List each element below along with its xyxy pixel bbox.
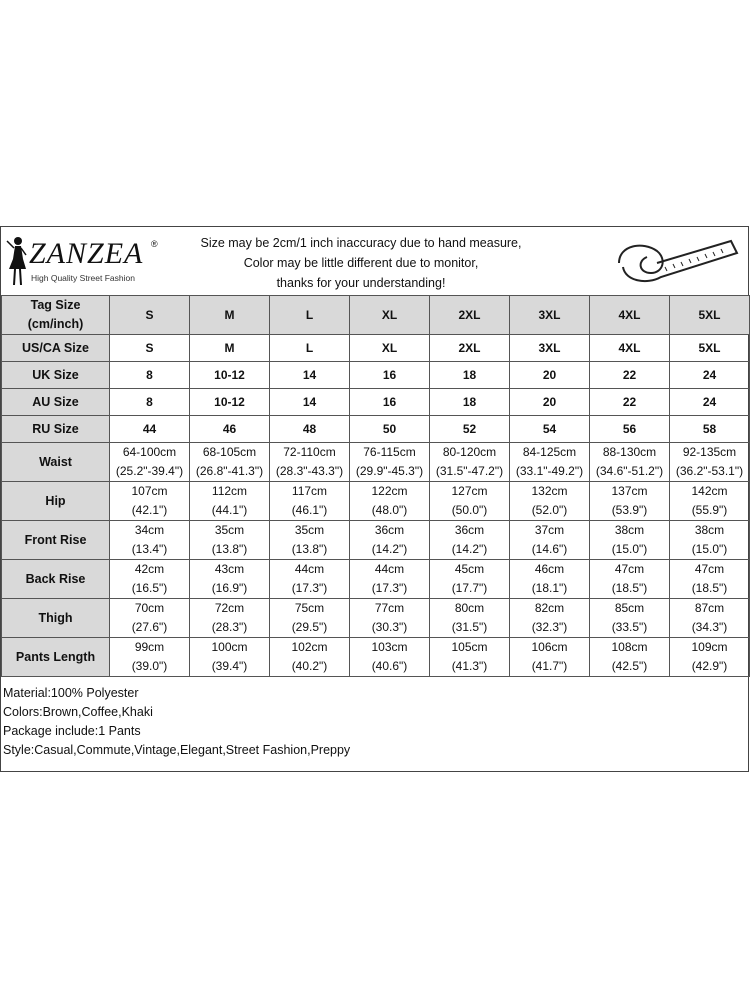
table-cell [270,482,350,521]
table-cell [350,521,430,560]
table-row [2,482,750,521]
table-row [2,443,750,482]
table-cell [190,335,270,362]
cell-value: 72-110cm [283,445,336,459]
cell-value: 137cm [611,484,648,498]
cell-value: (34.6"-51.2") [595,464,664,478]
cell-value: 38cm [614,523,645,537]
cell-value: 48 [302,421,317,436]
cell-value: (30.3") [371,620,408,634]
table-cell [190,416,270,443]
cell-value: (33.5") [611,620,648,634]
cell-value: 24 [702,367,717,382]
table-cell [430,389,510,416]
cell-value: 50 [382,421,397,436]
row-label: Thigh [2,599,110,638]
cell-value: 42cm [134,562,165,576]
table-cell [350,362,430,389]
cell-value: 80cm [454,601,485,615]
table-cell [430,335,510,362]
cell-value: (28.3"-43.3") [275,464,344,478]
cell-value: 47cm [614,562,645,576]
cell-value: 77cm [374,601,405,615]
cell-value: 18 [462,367,477,382]
table-cell [270,521,350,560]
cell-value: (14.2") [451,542,488,556]
table-cell [110,482,190,521]
row-label: RU Size [2,416,110,443]
cell-value: 20 [542,394,557,409]
tag-size-header: Tag Size (cm/inch) [2,296,110,335]
table-cell [190,482,270,521]
cell-value: (42.5") [611,659,648,673]
tag-size-cell: M [190,296,270,335]
table-cell [670,443,750,482]
cell-value: (46.1") [291,503,328,517]
table-cell [670,482,750,521]
cell-value: L [305,340,314,355]
cell-value: (17.7") [451,581,488,595]
row-label: UK Size [2,362,110,389]
table-cell [670,416,750,443]
table-cell [350,482,430,521]
cell-value: 10-12 [214,394,245,409]
cell-value: (52.0") [531,503,568,517]
chart-header [1,227,748,296]
cell-value: (40.6") [371,659,408,673]
table-cell [430,638,510,677]
tag-size-cell: 2XL [430,296,510,335]
cell-value: 107cm [131,484,168,498]
cell-value: 22 [622,367,637,382]
cell-value: 5XL [698,340,721,355]
cell-value: 3XL [538,340,561,355]
table-row [2,362,750,389]
cell-value: 70cm [134,601,165,615]
cell-value: 103cm [371,640,408,654]
cell-value: 92-135cm [682,445,737,459]
cell-value: 44cm [294,562,325,576]
row-label: AU Size [2,389,110,416]
package-text: Package include:1 Pants [3,724,141,738]
cell-value: 14 [302,367,317,382]
table-cell [510,335,590,362]
table-cell [510,389,590,416]
table-cell [270,416,350,443]
cell-value: 44 [142,421,157,436]
table-cell [510,638,590,677]
table-cell [270,560,350,599]
table-cell [350,443,430,482]
style-text: Style:Casual,Commute,Vintage,Elegant,Street Fashion,Preppy [3,743,351,757]
table-row [2,416,750,443]
cell-value: 35cm [214,523,245,537]
cell-value: (44.1") [211,503,248,517]
product-details [3,684,350,760]
cell-value: (34.3") [691,620,728,634]
cell-value: (14.2") [371,542,408,556]
table-row [2,521,750,560]
table-cell [350,416,430,443]
cell-value: (40.2") [291,659,328,673]
cell-value: (17.3") [291,581,328,595]
table-cell [510,362,590,389]
table-cell [670,389,750,416]
cell-value: (14.6") [531,542,568,556]
brand-logo [5,233,165,291]
tag-size-cell: XL [350,296,430,335]
table-cell [430,521,510,560]
cell-value: 99cm [134,640,165,654]
cell-value: 68-105cm [202,445,257,459]
table-cell [510,482,590,521]
cell-value: (55.9") [691,503,728,517]
measuring-tape-icon [613,233,741,291]
table-cell [110,416,190,443]
size-chart [0,226,749,772]
cell-value: 16 [382,367,397,382]
table-row [2,599,750,638]
table-cell [110,389,190,416]
table-cell [190,443,270,482]
woman-silhouette-icon [5,233,29,289]
table-cell [590,638,670,677]
table-cell [670,521,750,560]
cell-value: (18.1") [531,581,568,595]
cell-value: 10-12 [214,367,245,382]
cell-value: 18 [462,394,477,409]
cell-value: 45cm [454,562,485,576]
cell-value: (41.7") [531,659,568,673]
cell-value: 16 [382,394,397,409]
table-cell [590,521,670,560]
table-row [2,335,750,362]
table-row [2,638,750,677]
cell-value: (28.3") [211,620,248,634]
registered-mark: ® [151,239,158,249]
table-cell [590,416,670,443]
table-cell [510,599,590,638]
table-cell [270,389,350,416]
row-label: Waist [2,443,110,482]
cell-value: (16.9") [211,581,248,595]
table-cell [590,443,670,482]
notice-line: Color may be little different due to monitor, [243,256,479,270]
cell-value: (29.9"-45.3") [355,464,424,478]
cell-value: 82cm [534,601,565,615]
cell-value: 36cm [374,523,405,537]
cell-value: 2XL [458,340,481,355]
cell-value: 8 [146,394,153,409]
table-cell [590,599,670,638]
notice-line: Size may be 2cm/1 inch inaccuracy due to hand measure, [200,236,522,250]
cell-value: 22 [622,394,637,409]
cell-value: 54 [542,421,557,436]
table-cell [190,521,270,560]
table-cell [510,443,590,482]
tag-size-cell: L [270,296,350,335]
cell-value: (39.0") [131,659,168,673]
tag-size-cell: 3XL [510,296,590,335]
colors-text: Colors:Brown,Coffee,Khaki [3,705,153,719]
table-cell [590,362,670,389]
table-cell [430,443,510,482]
cell-value: (13.4") [131,542,168,556]
cell-value: 100cm [211,640,248,654]
cell-value: 109cm [691,640,728,654]
cell-value: 46 [222,421,237,436]
row-label: US/CA Size [2,335,110,362]
cell-value: 8 [146,367,153,382]
row-label: Back Rise [2,560,110,599]
cell-value: (31.5") [451,620,488,634]
cell-value: 38cm [694,523,725,537]
table-cell [590,389,670,416]
table-cell [590,560,670,599]
brand-tagline: High Quality Street Fashion [31,273,135,283]
cell-value: 105cm [451,640,488,654]
cell-value: 24 [702,394,717,409]
cell-value: 75cm [294,601,325,615]
cell-value: 117cm [291,484,328,498]
cell-value: 36cm [454,523,485,537]
cell-value: 46cm [534,562,565,576]
table-cell [110,335,190,362]
cell-value: 34cm [134,523,165,537]
cell-value: 80-120cm [442,445,497,459]
cell-value: (36.2"-53.1") [675,464,744,478]
cell-value: 76-115cm [363,445,416,459]
table-cell [110,362,190,389]
table-cell [270,443,350,482]
table-cell [190,389,270,416]
cell-value: 37cm [534,523,565,537]
row-label: Hip [2,482,110,521]
cell-value: 44cm [374,562,405,576]
cell-value: (32.3") [531,620,568,634]
cell-value: (18.5") [691,581,728,595]
table-cell [430,560,510,599]
cell-value: (17.3") [371,581,408,595]
table-cell [350,560,430,599]
table-cell [270,335,350,362]
tag-size-cell: S [110,296,190,335]
cell-value: 47cm [694,562,725,576]
row-label: Pants Length [2,638,110,677]
table-cell [350,599,430,638]
cell-value: (42.1") [131,503,168,517]
cell-value: 87cm [694,601,725,615]
cell-value: (39.4") [211,659,248,673]
cell-value: 72cm [214,601,245,615]
tag-size-cell: 4XL [590,296,670,335]
cell-value: 84-125cm [522,445,577,459]
table-cell [430,599,510,638]
cell-value: (31.5"-47.2") [435,464,504,478]
cell-value: 64-100cm [122,445,177,459]
table-cell [590,482,670,521]
row-label: Front Rise [2,521,110,560]
brand-name: ZANZEA [29,237,144,270]
material-text: Material:100% Polyester [3,686,139,700]
tag-size-row [2,296,750,335]
cell-value: 35cm [294,523,325,537]
cell-value: (53.9") [611,503,648,517]
cell-value: XL [381,340,398,355]
cell-value: 52 [462,421,477,436]
cell-value: (33.1"-49.2") [515,464,584,478]
cell-value: (27.6") [131,620,168,634]
table-cell [350,335,430,362]
cell-value: 4XL [618,340,641,355]
table-cell [510,416,590,443]
cell-value: (18.5") [611,581,648,595]
cell-value: 85cm [614,601,645,615]
table-cell [110,599,190,638]
cell-value: (29.5") [291,620,328,634]
table-cell [430,362,510,389]
table-cell [270,599,350,638]
table-cell [350,638,430,677]
size-table [1,295,750,677]
table-cell [670,638,750,677]
table-row [2,389,750,416]
table-cell [190,599,270,638]
measurement-notice [171,233,551,293]
table-cell [590,335,670,362]
notice-line: thanks for your understanding! [276,276,446,290]
cell-value: (42.9") [691,659,728,673]
cell-value: 58 [702,421,717,436]
cell-value: (41.3") [451,659,488,673]
table-cell [270,362,350,389]
table-cell [350,389,430,416]
table-row [2,560,750,599]
cell-value: 88-130cm [602,445,657,459]
table-cell [430,416,510,443]
cell-value: (15.0") [611,542,648,556]
table-cell [670,335,750,362]
table-cell [190,560,270,599]
cell-value: 20 [542,367,557,382]
cell-value: (50.0") [451,503,488,517]
cell-value: (16.5") [131,581,168,595]
cell-value: (15.0") [691,542,728,556]
cell-value: (26.8"-41.3") [195,464,264,478]
table-cell [110,443,190,482]
tag-size-cell: 5XL [670,296,750,335]
table-cell [430,482,510,521]
table-cell [510,560,590,599]
cell-value: 122cm [371,484,408,498]
table-cell [510,521,590,560]
table-cell [110,521,190,560]
cell-value: 127cm [451,484,488,498]
cell-value: S [145,340,154,355]
table-cell [670,560,750,599]
table-cell [270,638,350,677]
cell-value: 132cm [531,484,568,498]
table-cell [110,560,190,599]
cell-value: (25.2"-39.4") [115,464,184,478]
table-cell [190,638,270,677]
cell-value: 14 [302,394,317,409]
cell-value: 108cm [611,640,648,654]
cell-value: 43cm [214,562,245,576]
table-cell [670,599,750,638]
table-cell [670,362,750,389]
cell-value: M [224,340,235,355]
cell-value: 142cm [691,484,728,498]
table-cell [190,362,270,389]
cell-value: (48.0") [371,503,408,517]
cell-value: 56 [622,421,637,436]
cell-value: (13.8") [211,542,248,556]
cell-value: 106cm [531,640,568,654]
cell-value: 112cm [211,484,248,498]
cell-value: 102cm [291,640,328,654]
table-cell [110,638,190,677]
cell-value: (13.8") [291,542,328,556]
